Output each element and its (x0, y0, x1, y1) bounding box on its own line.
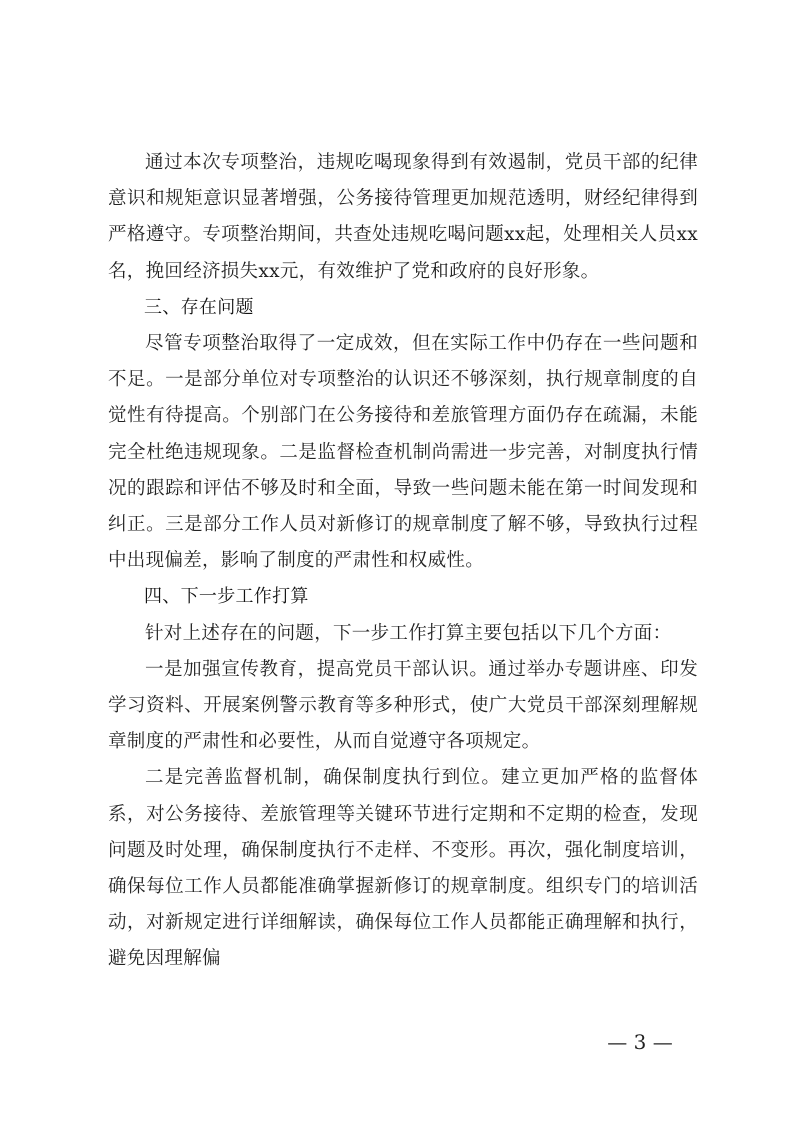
document-body (108, 145, 698, 978)
section-heading-next-steps: 四、下一步工作打算 (144, 586, 309, 608)
page-number: — 3 — (607, 1030, 673, 1054)
paragraph-next-step-two: 二是完善监督机制，确保制度执行到位。建立更加严格的监督体系，对公务接待、差旅管理等关键环节进行定期和不定期的检查，发现问题及时处理，确保制度执行不走样、不变形。再次，强化制度培训，确保每位工作人员都能准确掌握新修订的规章制度。组织专门的培训活动，对新规定进行详细解读，确保每位工作人员都能正确理解和执行，避免因理解偏 (108, 767, 698, 970)
paragraph-problems: 尽管专项整治取得了一定成效，但在实际工作中仍存在一些问题和不足。一是部分单位对专项整治的认识还不够深刻，执行规章制度的自觉性有待提高。个别部门在公务接待和差旅管理方面仍存在疏漏，未能完全杜绝违规现象。二是监督检查机制尚需进一步完善，对制度执行情况的跟踪和评估不够及时和全面，导致一些问题未能在第一时间发现和纠正。三是部分工作人员对新修订的规章制度了解不够，导致执行过程中出现偏差，影响了制度的严肃性和权威性。 (108, 333, 698, 572)
paragraph-next-step-one: 一是加强宣传教育，提高党员干部认识。通过举办专题讲座、印发学习资料、开展案例警示教育等多种形式，使广大党员干部深刻理解规章制度的严肃性和必要性，从而自觉遵守各项规定。 (108, 658, 698, 753)
paragraph-next-steps-intro: 针对上述存在的问题，下一步工作打算主要包括以下几个方面： (145, 622, 672, 644)
paragraph-results: 通过本次专项整治，违规吃喝现象得到有效遏制，党员干部的纪律意识和规矩意识显著增强，公务接待管理更加规范透明，财经纪律得到严格遵守。专项整治期间，共查处违规吃喝问题xx起，处理相关人员xx名，挽回经济损失xx元，有效维护了党和政府的良好形象。 (108, 152, 698, 282)
section-heading-existing-problems: 三、存在问题 (144, 296, 254, 318)
